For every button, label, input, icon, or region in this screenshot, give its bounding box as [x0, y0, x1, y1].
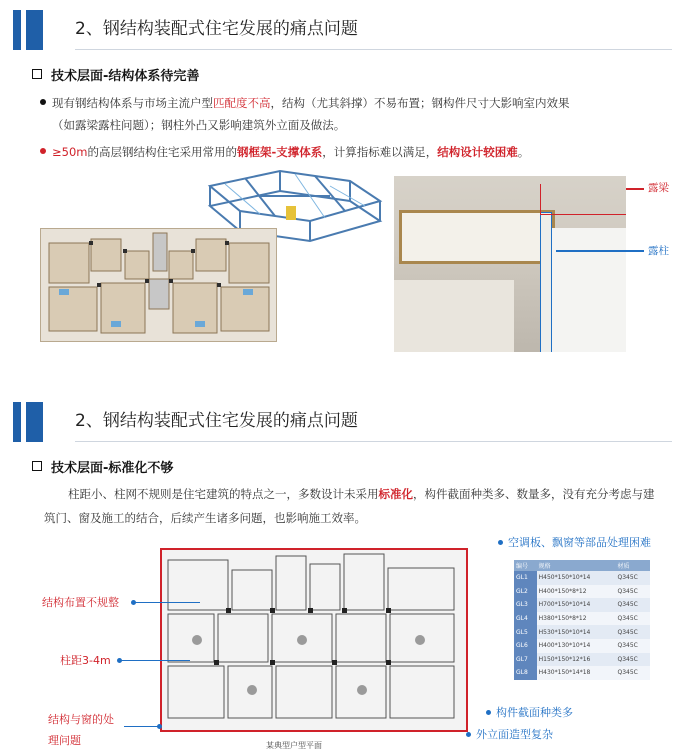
slide-title: 2、钢结构装配式住宅发展的痛点问题	[75, 411, 358, 431]
bullet-paragraph-1: 现有钢结构体系与市场主流户型匹配度不高，结构（尤其斜撑）不易布置；钢构件尺寸大影响室内效果 （如露梁露柱问题）；钢柱外凸又影响建筑外立面及做法。	[40, 92, 660, 136]
table-row: GL3 H700*150*10*14 Q345C	[514, 598, 650, 612]
floor-plan-caption: 某典型户型平面	[266, 741, 322, 750]
column-callout-label: 露柱	[648, 245, 669, 257]
callout-dot-icon	[131, 600, 136, 605]
bullet-dot-icon	[40, 148, 46, 154]
table-header: 编号	[514, 560, 537, 571]
wardrobe	[544, 228, 626, 352]
callout-column-spacing: 柱距3-4m	[60, 654, 111, 667]
callout-dot-icon	[157, 724, 162, 729]
table-header: 材质	[615, 560, 650, 571]
table-row: GL7 H150*150*12*16 Q345C	[514, 653, 650, 667]
bullet-paragraph-2: ≥50m的高层钢结构住宅采用常用的钢框架-支撑体系，计算指标难以满足，结构设计较困难。	[40, 141, 660, 163]
body-paragraph: 柱距小、柱网不规则是住宅建筑的特点之一，多数设计未采用标准化，构件截面种类多、数量多，没有充分考虑与建筑门、窗及施工的结合，后续产生诸多问题，也影响施工效率。	[44, 487, 655, 525]
callout-appendages: 空调板、飘窗等部品处理困难	[508, 536, 651, 549]
header-accent-bars	[13, 402, 45, 442]
table-header-row	[514, 560, 650, 571]
callout-line	[120, 660, 190, 661]
section-subhead: 技术层面-标准化不够	[32, 457, 173, 476]
beam-callout-label: 露梁	[648, 182, 669, 194]
callout-dot-icon	[498, 540, 503, 545]
slide-standardization	[0, 392, 686, 756]
slide-structural-system	[0, 0, 686, 372]
exposed-column-highlight	[540, 212, 552, 352]
callout-section-types: 构件截面种类多	[496, 706, 573, 719]
callout-line	[134, 602, 200, 603]
callout-line	[124, 726, 160, 727]
floor-plan-illustration	[40, 228, 277, 342]
callout-window-issue: 结构与窗的处	[48, 713, 114, 726]
table-row: GL6 H400*130*10*14 Q345C	[514, 639, 650, 653]
title-divider	[75, 441, 672, 442]
square-bullet-icon	[32, 461, 42, 471]
callout-dot-icon	[117, 658, 122, 663]
member-spec-table	[514, 560, 650, 680]
callout-facade: 外立面造型复杂	[476, 728, 553, 741]
square-bullet-icon	[32, 69, 42, 79]
table-row: GL8 H430*150*14*18 Q345C	[514, 666, 650, 680]
table-row: GL5 H530*150*10*14 Q345C	[514, 625, 650, 639]
callout-dot-icon	[466, 732, 471, 737]
beam-callout-line	[626, 188, 644, 190]
column-callout-line	[556, 250, 644, 252]
slide-title: 2、钢结构装配式住宅发展的痛点问题	[75, 19, 358, 39]
table-row: GL1 H450*150*10*14 Q345C	[514, 571, 650, 585]
header-accent-bars	[13, 10, 45, 50]
bullet-dot-icon	[40, 99, 46, 105]
typical-unit-floor-plan	[160, 548, 468, 732]
callout-dot-icon	[486, 710, 491, 715]
interior-photo	[394, 176, 626, 352]
sofa	[394, 280, 514, 352]
callout-window-issue-cont: 理问题	[48, 734, 81, 747]
exposed-beam-highlight	[540, 184, 626, 215]
table-row: GL4 H380*150*8*12 Q345C	[514, 612, 650, 626]
callout-irregular-layout: 结构布置不规整	[42, 596, 119, 609]
table-row: GL2 H400*150*8*12 Q345C	[514, 585, 650, 599]
wall-painting	[399, 210, 555, 264]
title-divider	[75, 49, 672, 50]
table-header: 规格	[537, 560, 616, 571]
section-subhead: 技术层面-结构体系待完善	[32, 65, 199, 84]
